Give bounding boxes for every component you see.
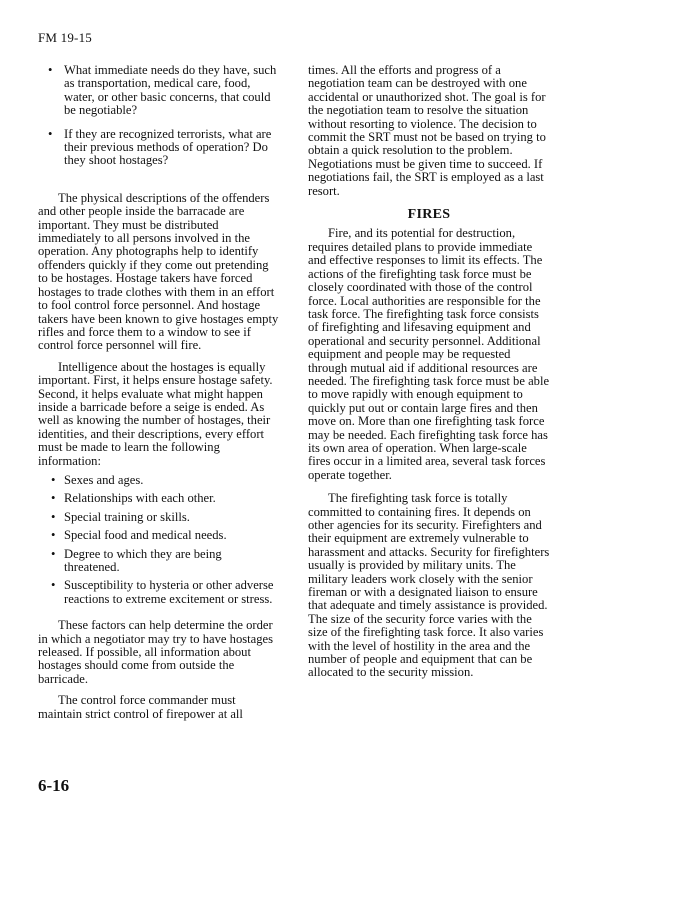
bullet-icon: • — [51, 578, 56, 593]
hostage-info-list — [38, 474, 280, 606]
bullet-icon: • — [48, 126, 53, 141]
left-column — [38, 64, 280, 721]
bullet-icon: • — [51, 546, 56, 561]
list-item: • Special training or skills. — [51, 509, 190, 524]
paragraph: The physical descriptions of the offenders and other people inside the barracade are important. They must be distributed immediately to all persons involved in the operation. Any photographs help to identify offenders quickly if they come out pretending to be hostages. Hostage takers have forced hostages to trade clothes with them in an effort to fool control force personnel. And hostage takers have been known to give hostages empty rifles and force them to a window to see if control force personnel will fire. — [38, 190, 279, 353]
paragraph: times. All the efforts and progress of a negotiation team can be destroyed with one accidental or unauthorized shot. The goal is for the negotiation team to resolve the situation without resorting to violence. The decision to commit the SRT must not be based on trying to obtain a quick resolution to the problem. Negotiations must be given time to succeed. If negotiations fail, the SRT is employed as a last resort. — [308, 63, 546, 198]
list-item: • What immediate needs do they have, such as transportation, medical care, food, water, or other basic concerns, that could be negotiable? — [48, 63, 277, 118]
paragraph: Fire, and its potential for destruction, requires detailed plans to provide immediate and effective responses to limit its effects. The actions of the firefighting task force must be closely coordinated with those of the control force. Local authorities are responsible for the task force. The firefighting task force consists of firefighting and lifesaving equipment and operational and security personnel. Additional equipment and people may be requested through mutual aid if additional resources are needed. The firefighting task force must be able to move rapidly with enough equipment to quickly put out or contain large fires and then move on. More than one firefighting task force may be needed. Each firefighting task force has its own area of operation. When large-scale fires occur in a limited area, several task forces operate together. — [308, 226, 550, 482]
list-item: • If they are recognized terrorists, what are their previous methods of operation? Do they shoot hostages? — [48, 126, 272, 168]
bullet-icon: • — [51, 491, 56, 506]
bullet-icon: • — [51, 528, 56, 543]
page-number: 6-16 — [38, 776, 70, 795]
running-header: FM 19-15 — [38, 30, 92, 45]
paragraph: The firefighting task force is totally committed to containing fires. It depends on other agencies for its security. Firefighters and their equipment are extremely vulnerable to harassment and attacks. Security for firefighters usually is provided by military units. The military leaders work closely with the senior fireman or with a designated liaison to ensure that adequate and timely assistance is provided. The size of the security force varies with the size of the firefighting task force. It also varies with the level of hostility in the area and the number of people and equipment that can be allocated to the security mission. — [308, 491, 550, 680]
bullet-icon: • — [48, 63, 53, 77]
list-item: • Degree to which they are being threatened. — [51, 546, 222, 574]
bullet-icon: • — [51, 472, 56, 487]
paragraph: The control force commander must maintain strict control of firepower at all — [38, 693, 243, 721]
list-item: • Susceptibility to hysteria or other adverse reactions to extreme excitement or stress. — [51, 578, 274, 606]
list-item: • Special food and medical needs. — [51, 528, 227, 543]
bullet-icon: • — [51, 509, 56, 524]
right-column — [308, 64, 550, 680]
list-item: • Sexes and ages. — [51, 472, 144, 487]
list-item: • Relationships with each other. — [51, 491, 216, 506]
needs-bullet-list — [38, 64, 280, 168]
section-heading: FIRES — [407, 207, 451, 223]
paragraph: Intelligence about the hostages is equally important. First, it helps ensure hostage safety. Second, it helps evaluate what might happen inside a barricade before a seige is ended. As well as knowing the number of hostages, their identities, and their descriptions, every effort must be made to learn the following information: — [38, 359, 273, 468]
paragraph: These factors can help determine the order in which a negotiator may try to have hostages released. If possible, all information about hostages should come from outside the barricade. — [38, 618, 274, 686]
